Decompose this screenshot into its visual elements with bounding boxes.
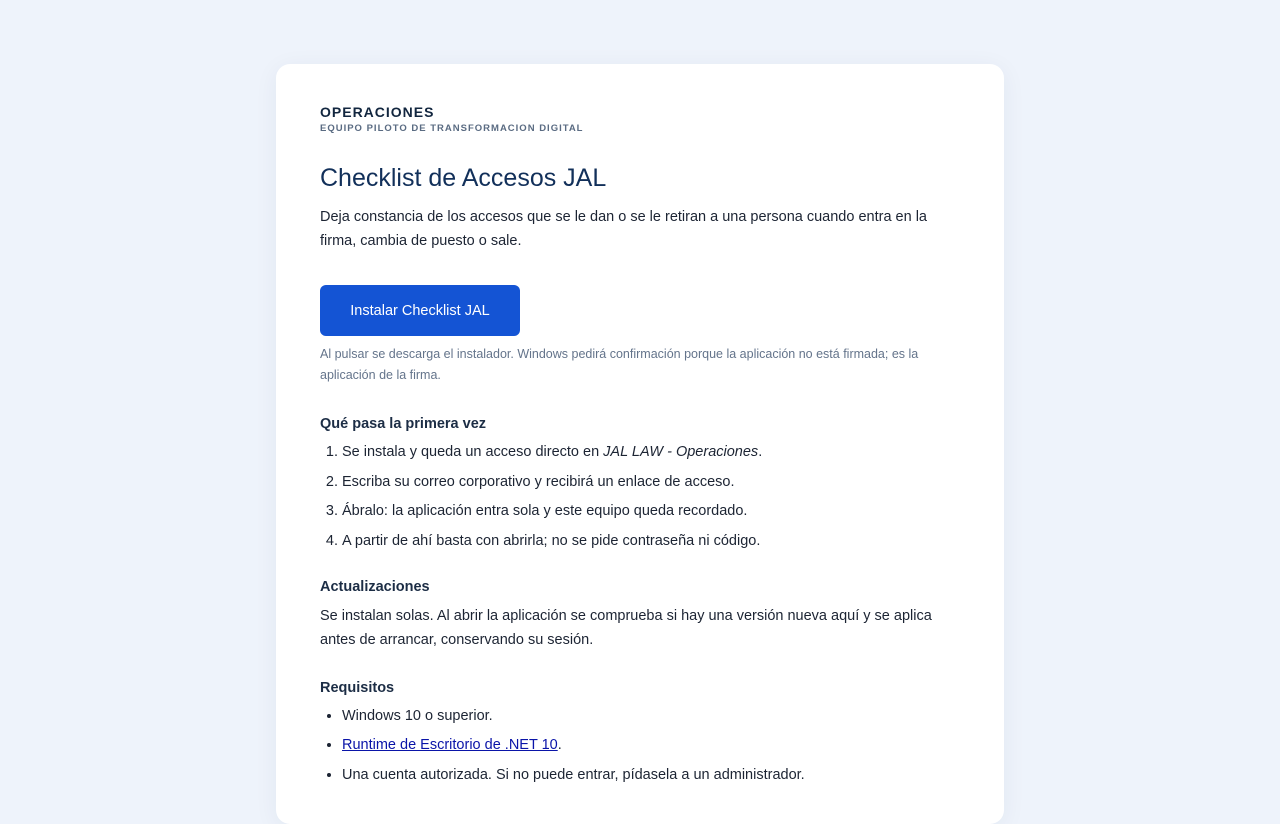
dotnet-runtime-link[interactable]: Runtime de Escritorio de .NET 10 bbox=[342, 737, 558, 753]
list-item: • Una cuenta autorizada. Si no puede entrar, pídasela a un administrador. bbox=[342, 765, 960, 785]
brand-title: OPERACIONES bbox=[320, 104, 435, 120]
updates-text: Se instalan solas. Al abrir la aplicación se comprueba si hay una versión nueva aquí y se aplica antes de arrancar, conservando su sesión. bbox=[320, 607, 932, 648]
requirement-2-suffix: . bbox=[557, 737, 562, 753]
step-1-prefix: Se instala y queda un acceso directo en bbox=[342, 444, 604, 460]
install-button[interactable]: Instalar Checklist JAL bbox=[320, 285, 520, 336]
updates-title: Actualizaciones bbox=[320, 578, 430, 595]
brand-subtitle: EQUIPO PILOTO DE TRANSFORMACION DIGITAL bbox=[320, 123, 584, 134]
page-title: Checklist de Accesos JAL bbox=[320, 164, 607, 192]
install-note: Al pulsar se descarga el instalador. Windows pedirá confirmación porque la aplicación no está firmada; es la aplicación de la firma. bbox=[320, 347, 919, 382]
first-time-steps bbox=[320, 442, 960, 551]
first-time-title: Qué pasa la primera vez bbox=[320, 416, 487, 432]
list-item: 3. Ábralo: la aplicación entra sola y este equipo queda recordado. bbox=[342, 501, 960, 521]
requirements-title: Requisitos bbox=[320, 679, 395, 696]
requirements-list bbox=[320, 706, 960, 785]
list-item: 4. A partir de ahí basta con abrirla; no se pide contraseña ni código. bbox=[342, 531, 960, 551]
list-item: • Windows 10 o superior. bbox=[342, 706, 960, 726]
install-card bbox=[276, 64, 1004, 824]
list-item bbox=[342, 735, 960, 755]
list-item bbox=[342, 442, 960, 462]
shortcut-name: JAL LAW - Operaciones bbox=[603, 444, 759, 460]
list-item: 2. Escriba su correo corporativo y recibirá un enlace de acceso. bbox=[342, 472, 960, 492]
step-1-suffix: . bbox=[758, 444, 763, 460]
intro-text: Deja constancia de los accesos que se le dan o se le retiran a una persona cuando entra en la firma, cambia de puesto o sale. bbox=[320, 209, 927, 249]
